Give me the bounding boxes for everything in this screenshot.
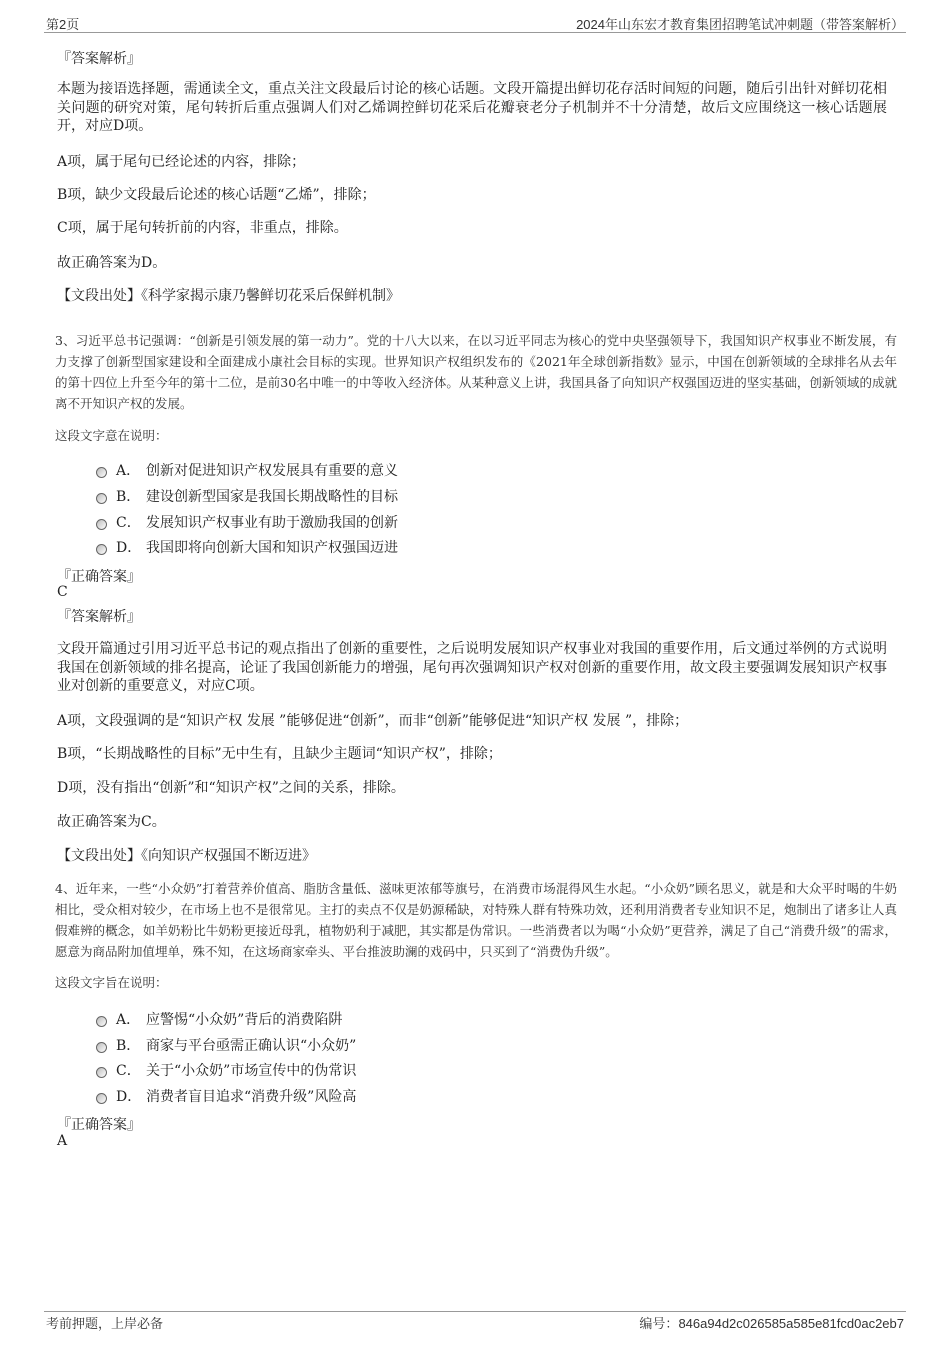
conclusion: 故正确答案为D。: [57, 255, 167, 271]
header-divider: [44, 32, 906, 33]
note: A项，属于尾句已经论述的内容，排除；: [57, 154, 306, 170]
question-prompt: 这段文字意在说明：: [55, 428, 168, 443]
radio-icon[interactable]: [96, 1042, 107, 1053]
analysis-label: 『答案解析』: [57, 609, 141, 625]
radio-icon[interactable]: [96, 1016, 107, 1027]
answer-label: 『正确答案』: [57, 1117, 141, 1133]
option-b[interactable]: B． 商家与平台亟需正确认识“小众奶”: [96, 1035, 356, 1055]
source: 【文段出处】《科学家揭示康乃馨鲜切花采后保鲜机制》: [57, 288, 400, 304]
option-c[interactable]: C． 发展知识产权事业有助于激励我国的创新: [96, 512, 398, 532]
option-a[interactable]: A． 创新对促进知识产权发展具有重要的意义: [96, 460, 398, 480]
note: D项，没有指出“创新”和“知识产权”之间的关系，排除。: [57, 780, 405, 796]
document-title: 2024年山东宏才教育集团招聘笔试冲刺题（带答案解析）: [576, 17, 904, 32]
question-stem: 4、近年来，一些“小众奶”打着营养价值高、脂肪含量低、滋味更浓郁等旗号，在消费市场混得风生水起。“小众奶”顾名思义，就是和大众平时喝的牛奶相比，受众相对较少，在市场上也不是很常见。主打的卖点不仅是奶源稀缺，对特殊人群有特殊功效，还利用消费者专业知识不足，炮制出了诸多让人真假难辨的概念，如羊奶粉比牛奶粉更接近母乳，植物奶利于减肥，其实都是伪常识。一些消费者以为喝“小众奶”更营养，满足了自己“消费升级”的需求，愿意为商品附加值埋单，殊不知，在这场商家牵头、平台推波助澜的戏码中，只买到了“消费伪升级”。: [55, 881, 897, 959]
option-b[interactable]: B． 建设创新型国家是我国长期战略性的目标: [96, 486, 398, 506]
footer-slogan: 考前押题，上岸必备: [46, 1317, 164, 1332]
radio-icon[interactable]: [96, 467, 107, 478]
conclusion: 故正确答案为C。: [57, 814, 166, 830]
option-c[interactable]: C． 关于“小众奶”市场宣传中的伪常识: [96, 1060, 356, 1080]
source: 【文段出处】《向知识产权强国不断迈进》: [57, 848, 316, 864]
analysis-text: 文段开篇通过引用习近平总书记的观点指出了创新的重要性，之后说明发展知识产权事业对我国的重要作用，后文通过举例的方式说明我国在创新领域的排名提高，论证了我国创新能力的增强，尾句再次强调知识产权对创新的重要作用，故文段主要强调发展知识产权事业对创新的重要意义，对应C项。: [57, 641, 887, 694]
analysis-text: 本题为接语选择题，需通读全文，重点关注文段最后讨论的核心话题。文段开篇提出鲜切花存活时间短的问题，随后引出针对鲜切花相关问题的研究对策，尾句转折后重点强调人们对乙烯调控鲜切花采后花瓣衰老分子机制并不十分清楚，故后文应围绕这一核心话题展开，对应D项。: [57, 81, 887, 134]
answer-label: 『正确答案』: [57, 569, 141, 585]
note: B项，缺少文段最后论述的核心话题“乙烯”，排除；: [57, 187, 376, 203]
note: C项，属于尾句转折前的内容，非重点，排除。: [57, 220, 348, 236]
radio-icon[interactable]: [96, 1067, 107, 1078]
footer-serial: 编号：846a94d2c026585a585e81fcd0ac2eb7: [639, 1316, 904, 1331]
analysis-label: 『答案解析』: [57, 51, 141, 67]
footer-divider: [44, 1311, 906, 1312]
page-number: 第2页: [46, 17, 80, 32]
radio-icon[interactable]: [96, 519, 107, 530]
option-a[interactable]: A． 应警惕“小众奶”背后的消费陷阱: [96, 1009, 342, 1029]
question-prompt: 这段文字旨在说明：: [55, 975, 168, 990]
radio-icon[interactable]: [96, 544, 107, 555]
radio-icon[interactable]: [96, 493, 107, 504]
note: A项，文段强调的是“知识产权 发展 ”能够促进“创新”，而非“创新”能够促进“知识产权 发展 ”，排除；: [57, 713, 689, 729]
note: B项，“长期战略性的目标”无中生有，且缺少主题词“知识产权”，排除；: [57, 746, 502, 762]
answer: A: [57, 1133, 68, 1149]
option-d[interactable]: D． 消费者盲目追求“消费升级”风险高: [96, 1086, 356, 1106]
question-stem: 3、习近平总书记强调：“创新是引领发展的第一动力”。党的十八大以来，在以习近平同志为核心的党中央坚强领导下，我国知识产权事业不断发展，有力支撑了创新型国家建设和全面建成小康社会目标的实现。世界知识产权组织发布的《2021年全球创新指数》显示，中国在创新领域的全球排名从去年的第十四位上升至今年的第十二位，是前30名中唯一的中等收入经济体。从某种意义上讲，我国具备了向知识产权强国迈进的坚实基础，创新领域的成就离不开知识产权的发展。: [55, 333, 897, 411]
option-d[interactable]: D． 我国即将向创新大国和知识产权强国迈进: [96, 537, 398, 557]
radio-icon[interactable]: [96, 1093, 107, 1104]
answer: C: [57, 584, 68, 600]
